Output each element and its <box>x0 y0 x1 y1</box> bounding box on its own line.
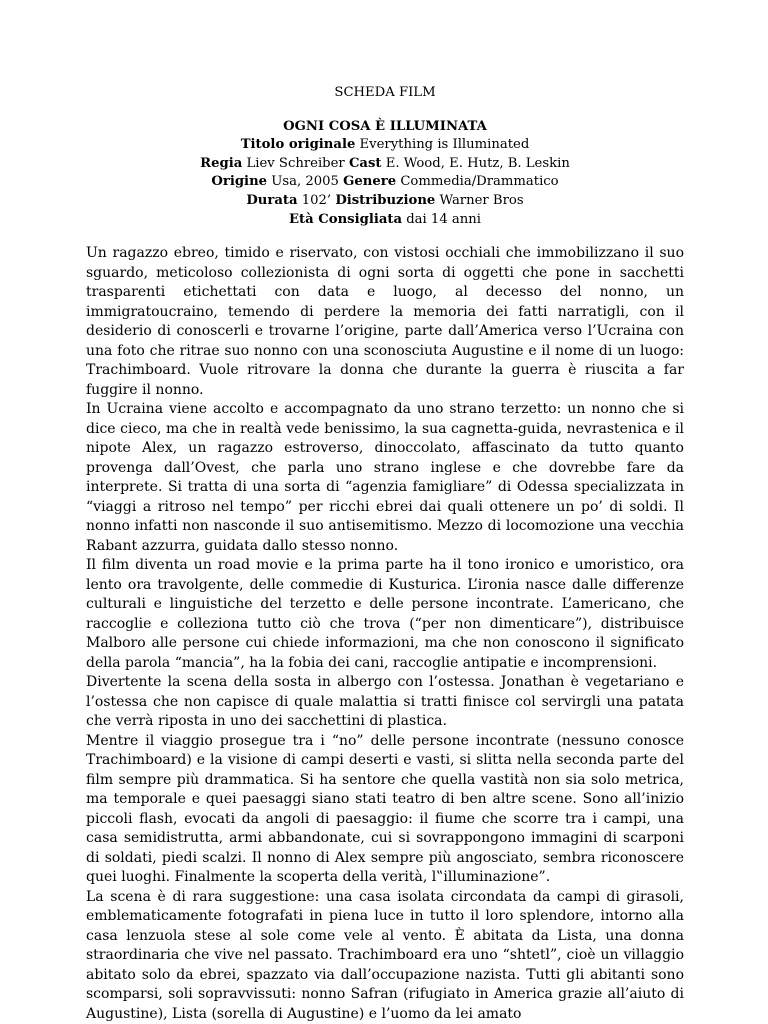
paragraph: Divertente la scena della sosta in albergo con l’ostessa. Jonathan è vegetariano e l’ostessa che non capisce di quale malattia si tratti finisce col servirgli una patata che verrà riposta in uno dei sacchettini di plastica. <box>86 674 684 730</box>
age-label: Età Consigliata <box>289 211 403 227</box>
director-label: Regia <box>200 155 243 171</box>
original-title-line <box>86 136 684 155</box>
duration-distribution-line <box>86 192 684 211</box>
cast-value: E. Wood, E. Hutz, B. Leskin <box>385 155 570 171</box>
director-value: Liev Schreiber <box>246 155 345 171</box>
paragraph: La scena è di rara suggestione: una casa isolata circondata da campi di girasoli, emblematicamente fotografati in piena luce in tutto il loro splendore, intorno alla casa lenzuola stese al sole come vele al vento. È abitata da Lista, una donna straordinaria che vive nel passato. Trachimboard era uno “shtetl”, cioè un villaggio abitato solo da ebrei, spazzato via dall’occupazione nazista. Tutti gli abitanti sono scomparsi, soli sopravvissuti: nonno Safran (rifugiato in America grazie all’aiuto di Augustine), Lista (sorella di Augustine) e l’uomo da lei amato <box>86 888 684 1022</box>
age-value: dai 14 anni <box>406 211 481 227</box>
paragraph: In Ucraina viene accolto e accompagnato da uno strano terzetto: un nonno che si dice cieco, ma che in realtà vede benissimo, la sua cagnetta-guida, nevrastenica e il nipote Alex, un ragazzo estroverso, dinoccolato, affascinato da tutto quanto provenga dall’Ovest, che parla uno strano inglese e che dovrebbe fare da interprete. Si tratta di una sorta di “agenzia famigliare” di Odessa specializzata in “viaggi a ritroso nel tempo” per ricchi ebrei dai quali ottenere un po’ di soldi. Il nonno infatti non nasconde il suo antisemitismo. Mezzo di locomozione una vecchia Rabant azzurra, guidata dallo stesso nonno. <box>86 401 684 554</box>
distribution-label: Distribuzione <box>335 192 436 208</box>
paragraph: Mentre il viaggio prosegue tra i “no” delle persone incontrate (nessuno conosce Trachimboard) e la visione di campi deserti e vasti, si slitta nella seconda parte del film sempre più drammatica. Si ha sentore che quella vastità non sia solo metrica, ma temporale e quei paesaggi siano stati teatro di ben altre scene. Sono all’inizio piccoli flash, evocati da angoli di paesaggio: il fiume che scorre tra i campi, una casa semidistrutta, armi abbandonate, cui si sovrappongono immagini di scarponi di soldati, piedi scalzi. Il nonno di Alex sempre più angosciato, sembra riconoscere quei luoghi. Finalmente la scoperta della verità, l‟illuminazione”. <box>86 732 684 886</box>
duration-value: 102’ <box>301 192 332 208</box>
paragraph: Un ragazzo ebreo, timido e riservato, con vistosi occhiali che immobilizzano il suo sguardo, meticoloso collezionista di ogni sorta di oggetti che pone in sacchetti trasparenti etichettati con data e luogo, al decesso del nonno, un immigratoucraino, temendo di perdere la memoria dei fatti narratigli, con il desiderio di conoscerli e trovarne l’origine, parte dall’America verso l’Ucraina con una foto che ritrae suo nonno con una sconosciuta Augustine e il nome di un luogo: Trachimboard. Vuole ritrovare la donna che durante la guerra è riuscita a far fuggire il nonno. <box>86 245 684 398</box>
synopsis-body <box>86 244 684 1024</box>
genre-label: Genere <box>343 174 397 190</box>
paragraph: Il film diventa un road movie e la prima parte ha il tono ironico e umoristico, ora lento ora travolgente, delle commedie di Kusturica. L’ironia nasce dalle differenze culturali e linguistiche del terzetto e delle persone incontrate. L’americano, che raccoglie e colleziona tutto ciò che trova (“per non dimenticare”), distribuisce Malboro alle persone cui chiede informazioni, ma che non conoscono il significato della parola “mancia”, ha la fobia dei cani, raccoglie antipatie e incomprensioni. <box>86 557 684 671</box>
distribution-value: Warner Bros <box>439 192 524 208</box>
cast-label: Cast <box>348 155 382 171</box>
film-title: OGNI COSA È ILLUMINATA <box>283 118 487 134</box>
origin-genre-line <box>86 173 684 192</box>
film-header <box>86 84 684 229</box>
original-title-value: Everything is Illuminated <box>359 137 530 153</box>
origin-value: Usa, 2005 <box>271 174 339 190</box>
duration-label: Durata <box>246 192 298 208</box>
age-line <box>86 211 684 230</box>
doc-label: SCHEDA FILM <box>334 85 436 100</box>
document-page <box>86 84 684 1024</box>
director-cast-line <box>86 155 684 174</box>
genre-value: Commedia/Drammatico <box>400 174 559 190</box>
origin-label: Origine <box>211 174 268 190</box>
original-title-label: Titolo originale <box>240 137 356 153</box>
